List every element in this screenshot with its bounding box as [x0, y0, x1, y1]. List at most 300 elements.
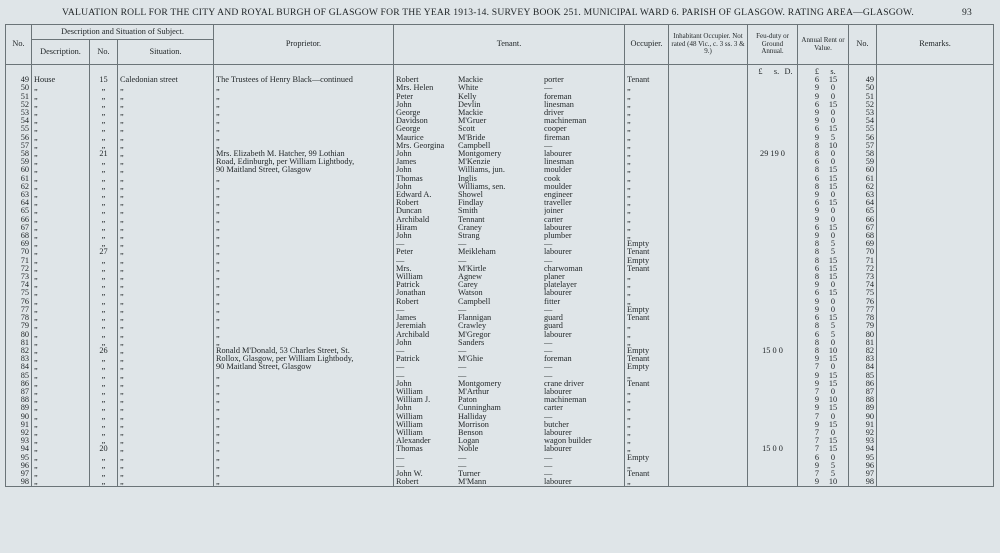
row-no-right: 56 [849, 134, 877, 142]
row-feu-duty [748, 257, 798, 265]
rent-shillings: 15 [828, 199, 838, 208]
row-occupier: „ [625, 289, 669, 297]
table-row [6, 257, 994, 265]
row-feu-duty [748, 380, 798, 388]
row-no: 71 [6, 257, 32, 265]
row-proprietor: „ [214, 207, 394, 215]
row-no-right: 75 [849, 289, 877, 297]
row-no-right: 77 [849, 306, 877, 314]
row-situation: „ [118, 363, 214, 371]
row-no: 62 [6, 183, 32, 191]
row-no-right: 95 [849, 454, 877, 462]
row-feu-duty [748, 462, 798, 470]
row-proprietor: „ [214, 93, 394, 101]
row-annual-rent [798, 281, 849, 289]
row-situation: „ [118, 396, 214, 404]
row-description: „ [32, 265, 90, 273]
row-no: 96 [6, 462, 32, 470]
rent-pounds: 7 [814, 469, 820, 478]
row-no: 98 [6, 478, 32, 487]
tenant-forename: James [396, 314, 417, 323]
rent-shillings: 10 [828, 478, 838, 487]
currency-row [6, 65, 994, 77]
row-no: 53 [6, 109, 32, 117]
row-proprietor: „ [214, 183, 394, 191]
tenant-surname: — [458, 363, 467, 372]
row-situation: „ [118, 421, 214, 429]
tenant-forename: Edward A. [396, 191, 432, 200]
row-feu-duty [748, 273, 798, 281]
row-feu-duty: 15 0 0 [748, 445, 798, 453]
row-tenant [394, 462, 625, 470]
tenant-surname: M'Mann [458, 478, 487, 487]
row-situation: „ [118, 281, 214, 289]
tenant-forename: Thomas [396, 445, 423, 454]
row-no-right: 84 [849, 363, 877, 371]
row-no: 80 [6, 331, 32, 339]
table-row [6, 462, 994, 470]
tenant-forename: John [396, 182, 412, 191]
row-situation: „ [118, 265, 214, 273]
rent-shillings: 0 [830, 387, 836, 396]
row-no-right: 70 [849, 248, 877, 256]
row-description: „ [32, 134, 90, 142]
rent-shillings: 5 [830, 240, 836, 249]
row-remarks [877, 454, 994, 462]
rent-pounds: 9 [814, 92, 820, 101]
row-description: „ [32, 404, 90, 412]
row-remarks [877, 429, 994, 437]
row-remarks [877, 421, 994, 429]
table-row [6, 347, 994, 355]
row-situation: „ [118, 445, 214, 453]
row-proprietor: „ [214, 470, 394, 478]
row-description: „ [32, 248, 90, 256]
tenant-forename: — [396, 371, 405, 380]
rent-pounds: 8 [814, 141, 820, 150]
tenant-occupation: guard [544, 322, 563, 331]
table-row [6, 429, 994, 437]
row-remarks [877, 306, 994, 314]
row-proprietor: „ [214, 289, 394, 297]
row-inhabitant [669, 191, 748, 199]
rent-shillings: 5 [830, 248, 836, 257]
row-proprietor: „ [214, 273, 394, 281]
col-occupier: Occupier. [625, 25, 669, 65]
row-no-right: 83 [849, 355, 877, 363]
tenant-occupation: fitter [544, 297, 561, 306]
row-no-right: 93 [849, 437, 877, 445]
row-remarks [877, 273, 994, 281]
row-situation: „ [118, 117, 214, 125]
row-no: 92 [6, 429, 32, 437]
row-proprietor: „ [214, 445, 394, 453]
row-situation: „ [118, 429, 214, 437]
rent-shillings: 0 [830, 453, 836, 462]
tenant-occupation: traveller [544, 199, 572, 208]
row-inhabitant [669, 454, 748, 462]
row-description: „ [32, 454, 90, 462]
table-row [6, 207, 994, 215]
row-proprietor: 90 Maitland Street, Glasgow [214, 166, 394, 174]
row-inhabitant [669, 240, 748, 248]
row-inhabitant [669, 224, 748, 232]
row-no-right: 76 [849, 298, 877, 306]
col-inhabitant: Inhabitant Occupier. Not rated (48 Vic., c. 3 ss. 3 & 9.) [669, 25, 748, 65]
row-feu-duty [748, 437, 798, 445]
tenant-surname: Williams, sen. [458, 182, 506, 191]
row-no: 49 [6, 76, 32, 84]
row-no: 60 [6, 166, 32, 174]
row-no-right: 60 [849, 166, 877, 174]
row-remarks [877, 257, 994, 265]
col-tenant: Tenant. [394, 25, 625, 65]
row-no: 70 [6, 248, 32, 256]
tenant-forename: William [396, 412, 423, 421]
row-tenant [394, 191, 625, 199]
row-street-no: „ [90, 265, 118, 273]
tenant-surname: M'Bride [458, 133, 486, 142]
row-occupier: „ [625, 388, 669, 396]
row-no: 57 [6, 142, 32, 150]
row-street-no: „ [90, 240, 118, 248]
row-inhabitant [669, 289, 748, 297]
row-feu-duty [748, 101, 798, 109]
row-occupier: „ [625, 273, 669, 281]
table-row [6, 224, 994, 232]
tenant-occupation: cooper [544, 125, 567, 134]
row-proprietor: „ [214, 429, 394, 437]
row-no: 55 [6, 125, 32, 133]
row-description: „ [32, 142, 90, 150]
row-situation: „ [118, 380, 214, 388]
row-situation: Caledonian street [118, 76, 214, 84]
tenant-occupation: fireman [544, 133, 570, 142]
table-row [6, 298, 994, 306]
tenant-occupation: carter [544, 215, 563, 224]
row-remarks [877, 76, 994, 84]
row-occupier: Tenant [625, 380, 669, 388]
row-feu-duty [748, 314, 798, 322]
tenant-occupation: labourer [544, 428, 572, 437]
row-inhabitant [669, 298, 748, 306]
rent-pounds: 9 [814, 404, 820, 413]
row-no-right: 92 [849, 429, 877, 437]
row-street-no: „ [90, 191, 118, 199]
row-situation: „ [118, 191, 214, 199]
rent-shillings: 0 [830, 84, 836, 93]
row-occupier: „ [625, 142, 669, 150]
row-remarks [877, 117, 994, 125]
row-inhabitant [669, 117, 748, 125]
tenant-surname: — [458, 371, 467, 380]
tenant-forename: Robert [396, 478, 419, 487]
rent-shillings: 0 [830, 207, 836, 216]
tenant-forename: John [396, 338, 412, 347]
row-remarks [877, 191, 994, 199]
row-inhabitant [669, 134, 748, 142]
row-no-right: 63 [849, 191, 877, 199]
table-row [6, 125, 994, 133]
row-remarks [877, 175, 994, 183]
tenant-surname: Noble [458, 445, 479, 454]
row-inhabitant [669, 216, 748, 224]
row-description: „ [32, 413, 90, 421]
row-no: 50 [6, 84, 32, 92]
row-feu-duty [748, 125, 798, 133]
row-annual-rent [798, 150, 849, 158]
row-annual-rent [798, 404, 849, 412]
row-street-no: „ [90, 421, 118, 429]
col-proprietor: Proprietor. [214, 25, 394, 65]
tenant-surname: Watson [458, 289, 483, 298]
row-occupier: „ [625, 207, 669, 215]
row-description: „ [32, 380, 90, 388]
tenant-occupation: labourer [544, 248, 572, 257]
col-annual: Annual Rent or Value. [798, 25, 849, 65]
tenant-surname: Findlay [458, 199, 484, 208]
row-situation: „ [118, 289, 214, 297]
row-remarks [877, 388, 994, 396]
row-situation: „ [118, 273, 214, 281]
row-feu-duty [748, 224, 798, 232]
row-feu-duty [748, 281, 798, 289]
row-description: „ [32, 183, 90, 191]
table-row [6, 355, 994, 363]
row-inhabitant [669, 372, 748, 380]
row-street-no: „ [90, 117, 118, 125]
row-annual-rent [798, 388, 849, 396]
row-street-no: „ [90, 363, 118, 371]
tenant-surname: Smith [458, 207, 478, 216]
rent-pounds: 9 [814, 207, 820, 216]
row-no: 82 [6, 347, 32, 355]
row-street-no: „ [90, 257, 118, 265]
table-row [6, 142, 994, 150]
row-proprietor: „ [214, 248, 394, 256]
row-feu-duty [748, 240, 798, 248]
row-description: „ [32, 470, 90, 478]
rent-shillings: 15 [828, 420, 838, 429]
row-street-no: „ [90, 273, 118, 281]
row-inhabitant [669, 232, 748, 240]
tenant-forename: Robert [396, 297, 419, 306]
row-remarks [877, 404, 994, 412]
table-row [6, 380, 994, 388]
rent-pounds: 8 [814, 322, 820, 331]
tenant-forename: Duncan [396, 207, 422, 216]
row-proprietor: „ [214, 125, 394, 133]
row-remarks [877, 413, 994, 421]
rent-pounds: 6 [814, 453, 820, 462]
row-street-no: „ [90, 339, 118, 347]
tenant-surname: Craney [458, 223, 482, 232]
row-description: „ [32, 109, 90, 117]
tenant-occupation: — [544, 338, 553, 347]
table-row [6, 84, 994, 92]
tenant-surname: — [458, 256, 467, 265]
tenant-forename: William [396, 420, 423, 429]
row-tenant [394, 314, 625, 322]
row-no-right: 51 [849, 93, 877, 101]
rent-pounds: 7 [814, 412, 820, 421]
row-situation: „ [118, 93, 214, 101]
table-row [6, 76, 994, 84]
row-feu-duty [748, 388, 798, 396]
tenant-forename: William [396, 387, 423, 396]
row-street-no: „ [90, 175, 118, 183]
table-row [6, 404, 994, 412]
tenant-forename: — [396, 305, 405, 314]
row-inhabitant [669, 273, 748, 281]
row-inhabitant [669, 125, 748, 133]
table-row [6, 363, 994, 371]
row-description: „ [32, 199, 90, 207]
tenant-forename: William [396, 273, 423, 282]
row-remarks [877, 281, 994, 289]
table-row [6, 240, 994, 248]
rent-shillings: 0 [830, 117, 836, 126]
row-annual-rent [798, 257, 849, 265]
row-description: „ [32, 429, 90, 437]
rent-currency: £ s. [798, 65, 849, 77]
tenant-forename: Alexander [396, 437, 431, 446]
rent-pounds: 9 [814, 420, 820, 429]
row-annual-rent [798, 248, 849, 256]
rent-pounds: 9 [814, 84, 820, 93]
row-situation: „ [118, 175, 214, 183]
tenant-occupation: planer [544, 273, 565, 282]
rent-shillings: 15 [828, 371, 838, 380]
row-feu-duty [748, 454, 798, 462]
row-no: 83 [6, 355, 32, 363]
row-situation: „ [118, 216, 214, 224]
row-situation: „ [118, 413, 214, 421]
row-no-right: 50 [849, 84, 877, 92]
row-description: „ [32, 331, 90, 339]
row-no-right: 87 [849, 388, 877, 396]
row-occupier: „ [625, 429, 669, 437]
rent-pounds: 7 [814, 437, 820, 446]
row-street-no: „ [90, 93, 118, 101]
tenant-occupation: — [544, 346, 553, 355]
row-annual-rent [798, 101, 849, 109]
rent-shillings: 0 [830, 232, 836, 241]
row-proprietor: „ [214, 322, 394, 330]
row-description: „ [32, 372, 90, 380]
row-tenant [394, 101, 625, 109]
table-row [6, 322, 994, 330]
row-situation: „ [118, 248, 214, 256]
row-inhabitant [669, 281, 748, 289]
row-annual-rent [798, 322, 849, 330]
row-inhabitant [669, 265, 748, 273]
tenant-surname: Morrison [458, 420, 489, 429]
rent-pounds: 9 [814, 232, 820, 241]
row-no-right: 66 [849, 216, 877, 224]
row-street-no: „ [90, 158, 118, 166]
row-annual-rent [798, 93, 849, 101]
table-row [6, 413, 994, 421]
tenant-surname: Flannigan [458, 314, 492, 323]
tenant-surname: — [458, 305, 467, 314]
row-occupier: „ [625, 298, 669, 306]
table-row [6, 166, 994, 174]
row-occupier: Tenant [625, 248, 669, 256]
row-tenant [394, 93, 625, 101]
col-no-right: No. [849, 25, 877, 65]
row-tenant [394, 281, 625, 289]
rent-pounds: 9 [814, 117, 820, 126]
rent-pounds: 8 [814, 240, 820, 249]
row-tenant [394, 117, 625, 125]
row-occupier: „ [625, 216, 669, 224]
row-no-right: 58 [849, 150, 877, 158]
tenant-occupation: labourer [544, 330, 572, 339]
row-annual-rent [798, 199, 849, 207]
row-tenant [394, 339, 625, 347]
row-occupier: „ [625, 322, 669, 330]
row-situation: „ [118, 232, 214, 240]
row-inhabitant [669, 380, 748, 388]
row-tenant [394, 298, 625, 306]
row-remarks [877, 445, 994, 453]
row-remarks [877, 331, 994, 339]
row-description: „ [32, 273, 90, 281]
tenant-occupation: labourer [544, 387, 572, 396]
tenant-forename: Archibald [396, 215, 430, 224]
row-tenant [394, 445, 625, 453]
table-row [6, 445, 994, 453]
tenant-surname: Kelly [458, 92, 477, 101]
row-no-right: 49 [849, 76, 877, 84]
row-annual-rent [798, 372, 849, 380]
tenant-surname: Agnew [458, 273, 482, 282]
row-no: 77 [6, 306, 32, 314]
row-annual-rent [798, 240, 849, 248]
row-proprietor: „ [214, 413, 394, 421]
rent-pounds: 9 [814, 297, 820, 306]
row-annual-rent [798, 314, 849, 322]
row-feu-duty [748, 322, 798, 330]
row-situation: „ [118, 388, 214, 396]
row-inhabitant [669, 445, 748, 453]
rent-pounds: 6 [814, 289, 820, 298]
row-proprietor: „ [214, 216, 394, 224]
row-proprietor: „ [214, 396, 394, 404]
row-inhabitant [669, 363, 748, 371]
row-annual-rent [798, 454, 849, 462]
row-inhabitant [669, 158, 748, 166]
rent-shillings: 15 [828, 289, 838, 298]
rent-shillings: 15 [828, 125, 838, 134]
row-description: „ [32, 396, 90, 404]
row-occupier: „ [625, 281, 669, 289]
row-tenant [394, 273, 625, 281]
tenant-forename: Jonathan [396, 289, 426, 298]
row-proprietor: „ [214, 437, 394, 445]
rent-shillings: 15 [828, 379, 838, 388]
table-row [6, 191, 994, 199]
row-feu-duty [748, 232, 798, 240]
tenant-forename: Peter [396, 92, 414, 101]
row-situation: „ [118, 462, 214, 470]
rent-pounds: 8 [814, 182, 820, 191]
table-row [6, 306, 994, 314]
row-remarks [877, 134, 994, 142]
row-description: „ [32, 150, 90, 158]
row-inhabitant [669, 207, 748, 215]
